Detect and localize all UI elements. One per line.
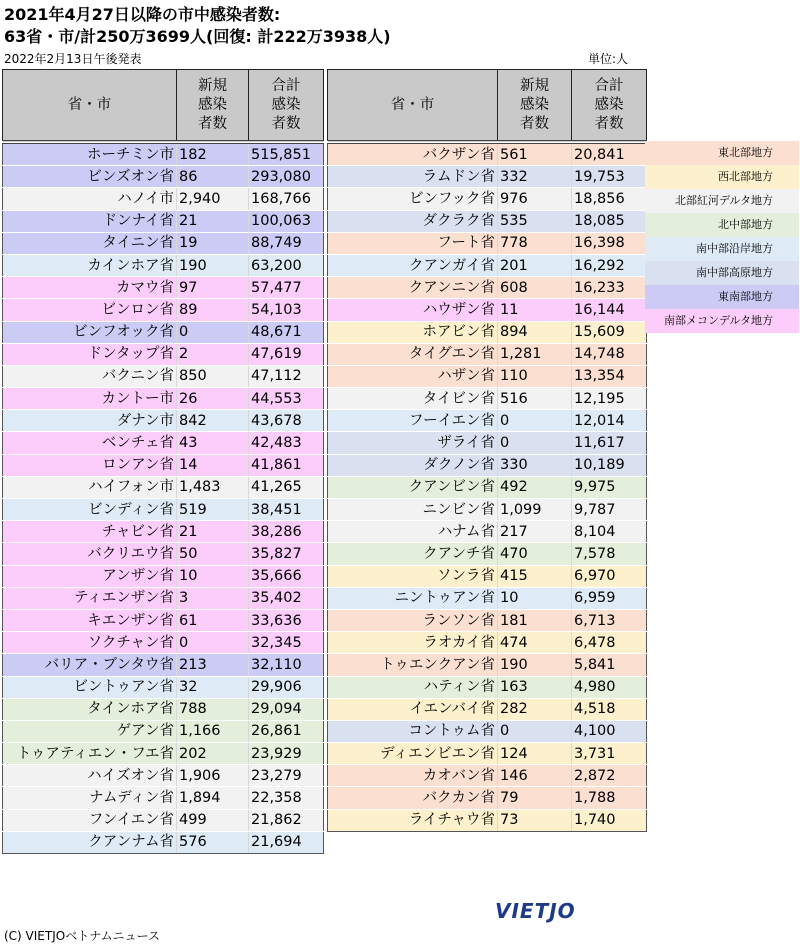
total-cases-cell: 8,104 <box>572 521 647 543</box>
province-cell: ハザン省 <box>328 365 498 387</box>
table-row <box>3 299 324 321</box>
province-cell: バクカン省 <box>328 787 498 809</box>
legend-item: 南部メコンデルタ地方 <box>645 309 799 333</box>
new-cases-cell: 788 <box>177 698 249 720</box>
total-cases-cell: 41,265 <box>249 476 324 498</box>
table-row <box>328 676 647 698</box>
total-cases-cell: 4,980 <box>572 676 647 698</box>
total-cases-cell: 16,144 <box>572 299 647 321</box>
table-header-row <box>3 70 324 143</box>
table-row <box>328 587 647 609</box>
total-cases-cell: 293,080 <box>249 166 324 188</box>
new-cases-cell: 415 <box>498 565 572 587</box>
province-cell: ビンロン省 <box>3 299 177 321</box>
table-row <box>3 365 324 387</box>
table-row <box>328 476 647 498</box>
total-cases-cell: 32,345 <box>249 632 324 654</box>
total-cases-cell: 41,861 <box>249 454 324 476</box>
table-row <box>3 565 324 587</box>
new-cases-cell: 190 <box>498 654 572 676</box>
total-cases-cell: 168,766 <box>249 188 324 210</box>
province-cell: フーイエン省 <box>328 410 498 432</box>
province-cell: ハイフォン市 <box>3 476 177 498</box>
table-row <box>3 720 324 742</box>
table-row <box>328 654 647 676</box>
province-cell: トゥエンクアン省 <box>328 654 498 676</box>
total-cases-cell: 44,553 <box>249 388 324 410</box>
table-row <box>328 254 647 276</box>
table-row <box>3 388 324 410</box>
total-cases-cell: 32,110 <box>249 654 324 676</box>
total-cases-cell: 515,851 <box>249 142 324 166</box>
province-cell: バクリエウ省 <box>3 543 177 565</box>
table-row <box>328 365 647 387</box>
new-cases-cell: 1,099 <box>498 499 572 521</box>
legend-item: 東北部地方 <box>645 141 799 165</box>
table-row <box>3 210 324 232</box>
total-cases-cell: 7,578 <box>572 543 647 565</box>
table-row <box>328 142 647 166</box>
new-cases-cell: 73 <box>498 809 572 831</box>
table-row <box>3 632 324 654</box>
province-cell: バリア・ブンタウ省 <box>3 654 177 676</box>
total-cases-cell: 35,827 <box>249 543 324 565</box>
province-cell: ソンラ省 <box>328 565 498 587</box>
table-row <box>3 676 324 698</box>
table-row <box>3 343 324 365</box>
province-cell: ビンフック省 <box>328 188 498 210</box>
table-row <box>328 565 647 587</box>
table-row <box>3 432 324 454</box>
column-header-province: 省・市 <box>328 70 498 143</box>
legend-item: 南中部高原地方 <box>645 261 799 285</box>
new-cases-cell: 0 <box>498 432 572 454</box>
table-row <box>3 142 324 166</box>
total-cases-cell: 26,861 <box>249 720 324 742</box>
province-cell: ベンチェ省 <box>3 432 177 454</box>
total-cases-cell: 5,841 <box>572 654 647 676</box>
province-cell: クアンガイ省 <box>328 254 498 276</box>
new-cases-cell: 608 <box>498 277 572 299</box>
province-cell: タイグエン省 <box>328 343 498 365</box>
table-row <box>3 188 324 210</box>
new-cases-cell: 21 <box>177 210 249 232</box>
new-cases-cell: 146 <box>498 765 572 787</box>
total-cases-cell: 21,862 <box>249 809 324 831</box>
province-cell: ホーチミン市 <box>3 142 177 166</box>
province-cell: ゲアン省 <box>3 720 177 742</box>
total-cases-cell: 11,617 <box>572 432 647 454</box>
table-row <box>3 809 324 831</box>
province-cell: ダクノン省 <box>328 454 498 476</box>
column-header-total-cases: 合計 感染 者数 <box>572 70 647 143</box>
new-cases-cell: 3 <box>177 587 249 609</box>
province-cell: ダナン市 <box>3 410 177 432</box>
new-cases-cell: 43 <box>177 432 249 454</box>
table-row <box>328 454 647 476</box>
total-cases-cell: 9,787 <box>572 499 647 521</box>
table-row <box>3 831 324 853</box>
legend-item: 北中部地方 <box>645 213 799 237</box>
province-cell: ビンディン省 <box>3 499 177 521</box>
total-cases-cell: 16,292 <box>572 254 647 276</box>
table-row <box>3 765 324 787</box>
table-row <box>3 654 324 676</box>
province-cell: ハイズオン省 <box>3 765 177 787</box>
province-cell: ナムディン省 <box>3 787 177 809</box>
table-row <box>328 277 647 299</box>
total-cases-cell: 23,279 <box>249 765 324 787</box>
province-cell: タイビン省 <box>328 388 498 410</box>
total-cases-cell: 12,014 <box>572 410 647 432</box>
province-cell: ランソン省 <box>328 609 498 631</box>
new-cases-cell: 535 <box>498 210 572 232</box>
new-cases-cell: 1,483 <box>177 476 249 498</box>
new-cases-cell: 1,894 <box>177 787 249 809</box>
new-cases-cell: 0 <box>498 720 572 742</box>
new-cases-cell: 26 <box>177 388 249 410</box>
total-cases-cell: 1,740 <box>572 809 647 831</box>
province-cell: ニントゥアン省 <box>328 587 498 609</box>
table-row <box>328 188 647 210</box>
new-cases-cell: 332 <box>498 166 572 188</box>
total-cases-cell: 22,358 <box>249 787 324 809</box>
region-legend <box>645 141 799 333</box>
new-cases-cell: 499 <box>177 809 249 831</box>
unit-label: 単位:人 <box>588 52 629 66</box>
province-cell: ソクチャン省 <box>3 632 177 654</box>
table-row <box>328 765 647 787</box>
new-cases-cell: 182 <box>177 142 249 166</box>
total-cases-cell: 47,112 <box>249 365 324 387</box>
table-row <box>328 809 647 831</box>
column-header-new-cases: 新規 感染 者数 <box>498 70 572 143</box>
new-cases-cell: 61 <box>177 609 249 631</box>
new-cases-cell: 0 <box>177 321 249 343</box>
total-cases-cell: 42,483 <box>249 432 324 454</box>
province-cell: クアンニン省 <box>328 277 498 299</box>
province-cell: ライチャウ省 <box>328 809 498 831</box>
province-cell: アンザン省 <box>3 565 177 587</box>
total-cases-cell: 2,872 <box>572 765 647 787</box>
page-title: 2021年4月27日以降の市中感染者数: <box>4 5 281 24</box>
province-cell: フート省 <box>328 232 498 254</box>
table-row <box>328 609 647 631</box>
table-row <box>328 232 647 254</box>
total-cases-cell: 23,929 <box>249 743 324 765</box>
new-cases-cell: 894 <box>498 321 572 343</box>
province-cell: ザライ省 <box>328 432 498 454</box>
new-cases-cell: 470 <box>498 543 572 565</box>
table-row <box>328 432 647 454</box>
new-cases-cell: 10 <box>498 587 572 609</box>
announcement-date: 2022年2月13日午後発表 <box>4 52 142 66</box>
table-row <box>3 787 324 809</box>
table-row <box>328 388 647 410</box>
new-cases-cell: 0 <box>498 410 572 432</box>
new-cases-cell: 842 <box>177 410 249 432</box>
table-row <box>328 410 647 432</box>
total-cases-cell: 54,103 <box>249 299 324 321</box>
table-row <box>328 166 647 188</box>
new-cases-cell: 492 <box>498 476 572 498</box>
legend-item: 東南部地方 <box>645 285 799 309</box>
new-cases-cell: 576 <box>177 831 249 853</box>
total-cases-cell: 12,195 <box>572 388 647 410</box>
new-cases-cell: 163 <box>498 676 572 698</box>
total-cases-cell: 100,063 <box>249 210 324 232</box>
total-cases-cell: 6,959 <box>572 587 647 609</box>
total-cases-cell: 35,402 <box>249 587 324 609</box>
total-cases-cell: 63,200 <box>249 254 324 276</box>
total-cases-cell: 33,636 <box>249 609 324 631</box>
province-cell: コントゥム省 <box>328 720 498 742</box>
table-row <box>328 720 647 742</box>
province-cell: クアンチ省 <box>328 543 498 565</box>
total-cases-cell: 6,478 <box>572 632 647 654</box>
table-row <box>328 499 647 521</box>
new-cases-cell: 11 <box>498 299 572 321</box>
column-header-new-cases: 新規 感染 者数 <box>177 70 249 143</box>
table-row <box>3 410 324 432</box>
province-cell: カオバン省 <box>328 765 498 787</box>
province-cell: チャビン省 <box>3 521 177 543</box>
table-row <box>3 321 324 343</box>
table-row <box>3 254 324 276</box>
copyright-notice: (C) VIETJOベトナムニュース <box>4 929 161 943</box>
legend-item: 南中部沿岸地方 <box>645 237 799 261</box>
province-cell: ドンタップ省 <box>3 343 177 365</box>
new-cases-cell: 561 <box>498 142 572 166</box>
new-cases-cell: 1,166 <box>177 720 249 742</box>
province-cell: トゥアティエン・フエ省 <box>3 743 177 765</box>
total-cases-cell: 18,085 <box>572 210 647 232</box>
province-cell: カントー市 <box>3 388 177 410</box>
new-cases-cell: 110 <box>498 365 572 387</box>
table-row <box>328 343 647 365</box>
new-cases-cell: 181 <box>498 609 572 631</box>
new-cases-cell: 516 <box>498 388 572 410</box>
table-row <box>3 743 324 765</box>
new-cases-cell: 202 <box>177 743 249 765</box>
province-cell: ティエンザン省 <box>3 587 177 609</box>
new-cases-cell: 213 <box>177 654 249 676</box>
table-row <box>328 521 647 543</box>
total-cases-cell: 29,906 <box>249 676 324 698</box>
new-cases-cell: 217 <box>498 521 572 543</box>
table-row <box>3 698 324 720</box>
province-cell: ビンフオック省 <box>3 321 177 343</box>
total-cases-cell: 3,731 <box>572 743 647 765</box>
province-cell: ハウザン省 <box>328 299 498 321</box>
province-cell: バクザン省 <box>328 142 498 166</box>
total-cases-cell: 21,694 <box>249 831 324 853</box>
table-row <box>328 210 647 232</box>
total-cases-cell: 1,788 <box>572 787 647 809</box>
new-cases-cell: 124 <box>498 743 572 765</box>
legend-item: 西北部地方 <box>645 165 799 189</box>
province-cell: キエンザン省 <box>3 609 177 631</box>
legend-item: 北部紅河デルタ地方 <box>645 189 799 213</box>
table-row <box>3 609 324 631</box>
column-header-total-cases: 合計 感染 者数 <box>249 70 324 143</box>
total-cases-cell: 10,189 <box>572 454 647 476</box>
total-cases-cell: 47,619 <box>249 343 324 365</box>
table-row <box>328 787 647 809</box>
new-cases-cell: 850 <box>177 365 249 387</box>
new-cases-cell: 1,281 <box>498 343 572 365</box>
province-cell: ハノイ市 <box>3 188 177 210</box>
column-header-province: 省・市 <box>3 70 177 143</box>
province-cell: ハティン省 <box>328 676 498 698</box>
new-cases-cell: 778 <box>498 232 572 254</box>
table-row <box>328 743 647 765</box>
province-cell: ディエンビエン省 <box>328 743 498 765</box>
province-cell: ニンビン省 <box>328 499 498 521</box>
total-cases-cell: 9,975 <box>572 476 647 498</box>
total-cases-cell: 16,233 <box>572 277 647 299</box>
total-cases-cell: 57,477 <box>249 277 324 299</box>
table-header-row <box>328 70 647 143</box>
table-row <box>328 632 647 654</box>
cases-table-left <box>2 69 324 854</box>
new-cases-cell: 282 <box>498 698 572 720</box>
new-cases-cell: 21 <box>177 521 249 543</box>
province-cell: ラオカイ省 <box>328 632 498 654</box>
total-cases-cell: 13,354 <box>572 365 647 387</box>
province-cell: タインホア省 <box>3 698 177 720</box>
province-cell: ダクラク省 <box>328 210 498 232</box>
new-cases-cell: 976 <box>498 188 572 210</box>
province-cell: イエンバイ省 <box>328 698 498 720</box>
province-cell: ラムドン省 <box>328 166 498 188</box>
new-cases-cell: 19 <box>177 232 249 254</box>
province-cell: タイニン省 <box>3 232 177 254</box>
new-cases-cell: 2,940 <box>177 188 249 210</box>
new-cases-cell: 519 <box>177 499 249 521</box>
province-cell: カインホア省 <box>3 254 177 276</box>
page-title-line2: 63省・市/計250万3699人(回復: 計222万3938人) <box>4 27 391 46</box>
province-cell: ロンアン省 <box>3 454 177 476</box>
table-row <box>3 521 324 543</box>
new-cases-cell: 89 <box>177 299 249 321</box>
province-cell: ホアビン省 <box>328 321 498 343</box>
table-row <box>3 587 324 609</box>
table-row <box>3 454 324 476</box>
total-cases-cell: 16,398 <box>572 232 647 254</box>
new-cases-cell: 474 <box>498 632 572 654</box>
total-cases-cell: 4,100 <box>572 720 647 742</box>
table-row <box>328 698 647 720</box>
vietjo-logo: VIETJO <box>495 899 576 923</box>
total-cases-cell: 35,666 <box>249 565 324 587</box>
table-row <box>328 321 647 343</box>
table-row <box>3 277 324 299</box>
province-cell: ハナム省 <box>328 521 498 543</box>
new-cases-cell: 330 <box>498 454 572 476</box>
total-cases-cell: 38,451 <box>249 499 324 521</box>
total-cases-cell: 19,753 <box>572 166 647 188</box>
table-row <box>3 543 324 565</box>
total-cases-cell: 38,286 <box>249 521 324 543</box>
total-cases-cell: 48,671 <box>249 321 324 343</box>
new-cases-cell: 1,906 <box>177 765 249 787</box>
new-cases-cell: 79 <box>498 787 572 809</box>
table-row <box>328 299 647 321</box>
new-cases-cell: 201 <box>498 254 572 276</box>
new-cases-cell: 10 <box>177 565 249 587</box>
new-cases-cell: 0 <box>177 632 249 654</box>
total-cases-cell: 14,748 <box>572 343 647 365</box>
province-cell: フンイエン省 <box>3 809 177 831</box>
province-cell: ビンズオン省 <box>3 166 177 188</box>
table-row <box>3 499 324 521</box>
table-row <box>328 543 647 565</box>
total-cases-cell: 20,841 <box>572 142 647 166</box>
total-cases-cell: 88,749 <box>249 232 324 254</box>
table-row <box>3 476 324 498</box>
new-cases-cell: 14 <box>177 454 249 476</box>
total-cases-cell: 29,094 <box>249 698 324 720</box>
table-row <box>3 166 324 188</box>
new-cases-cell: 2 <box>177 343 249 365</box>
total-cases-cell: 6,713 <box>572 609 647 631</box>
total-cases-cell: 4,518 <box>572 698 647 720</box>
total-cases-cell: 43,678 <box>249 410 324 432</box>
total-cases-cell: 18,856 <box>572 188 647 210</box>
new-cases-cell: 50 <box>177 543 249 565</box>
new-cases-cell: 97 <box>177 277 249 299</box>
province-cell: ビントゥアン省 <box>3 676 177 698</box>
cases-table-right <box>327 69 647 832</box>
total-cases-cell: 15,609 <box>572 321 647 343</box>
new-cases-cell: 86 <box>177 166 249 188</box>
province-cell: クアンナム省 <box>3 831 177 853</box>
province-cell: カマウ省 <box>3 277 177 299</box>
table-row <box>3 232 324 254</box>
new-cases-cell: 32 <box>177 676 249 698</box>
province-cell: バクニン省 <box>3 365 177 387</box>
province-cell: ドンナイ省 <box>3 210 177 232</box>
total-cases-cell: 6,970 <box>572 565 647 587</box>
new-cases-cell: 190 <box>177 254 249 276</box>
province-cell: クアンビン省 <box>328 476 498 498</box>
